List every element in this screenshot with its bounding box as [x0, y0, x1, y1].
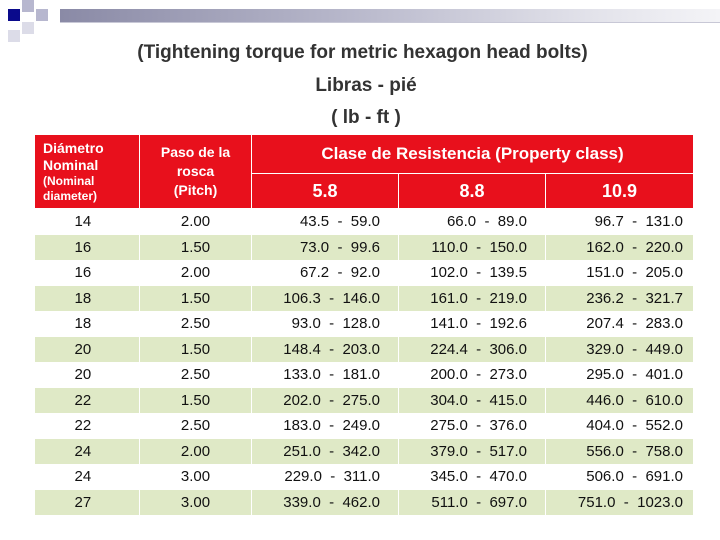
- header-pitch: [140, 135, 252, 209]
- table-row: [35, 490, 694, 516]
- cell-diameter: 22: [35, 388, 140, 414]
- cell-torque-8-8: 304.0 - 415.0: [399, 388, 546, 414]
- cell-torque-5-8: 229.0 - 311.0: [252, 464, 399, 490]
- cell-diameter: 22: [35, 413, 140, 439]
- table-row: [35, 286, 694, 312]
- cell-pitch: 2.50: [140, 311, 252, 337]
- cell-torque-5-8: 93.0 - 128.0: [252, 311, 399, 337]
- cell-pitch: 2.00: [140, 439, 252, 465]
- cell-torque-5-8: 133.0 - 181.0: [252, 362, 399, 388]
- square-decoration: [8, 30, 20, 42]
- header-nominal-label: Diámetro Nominal: [43, 139, 104, 173]
- cell-torque-8-8: 66.0 - 89.0: [399, 209, 546, 235]
- title-line-units-spanish: Libras - pié: [315, 75, 417, 96]
- cell-pitch: 2.50: [140, 413, 252, 439]
- divider: [60, 22, 720, 23]
- header-pitch-english: (Pitch): [173, 182, 218, 198]
- table-row: [35, 209, 694, 235]
- cell-diameter: 20: [35, 337, 140, 363]
- table-row: [35, 260, 694, 286]
- table-row: [35, 413, 694, 439]
- cell-torque-10-9: 506.0 - 691.0: [546, 464, 694, 490]
- torque-table: [34, 134, 694, 515]
- cell-pitch: 1.50: [140, 235, 252, 261]
- cell-torque-5-8: 43.5 - 59.0: [252, 209, 399, 235]
- cell-pitch: 2.00: [140, 209, 252, 235]
- cell-pitch: 3.00: [140, 464, 252, 490]
- cell-torque-5-8: 67.2 - 92.0: [252, 260, 399, 286]
- cell-torque-8-8: 141.0 - 192.6: [399, 311, 546, 337]
- cell-torque-8-8: 379.0 - 517.0: [399, 439, 546, 465]
- cell-torque-8-8: 345.0 - 470.0: [399, 464, 546, 490]
- title-line-english: (Tightening torque for metric hexagon head bolts): [137, 42, 588, 63]
- cell-torque-10-9: 207.4 - 283.0: [546, 311, 694, 337]
- cell-torque-10-9: 295.0 - 401.0: [546, 362, 694, 388]
- square-decoration: [36, 9, 48, 21]
- cell-torque-5-8: 73.0 - 99.6: [252, 235, 399, 261]
- gradient-band-decoration: [60, 9, 720, 22]
- header-grade-10-9: 10.9: [546, 174, 694, 209]
- cell-torque-10-9: 236.2 - 321.7: [546, 286, 694, 312]
- cell-torque-10-9: 446.0 - 610.0: [546, 388, 694, 414]
- header-pitch-label: Paso de la rosca: [160, 144, 231, 179]
- header-grade-5-8: 5.8: [252, 174, 399, 209]
- cell-torque-10-9: 96.7 - 131.0: [546, 209, 694, 235]
- cell-diameter: 16: [35, 260, 140, 286]
- cell-diameter: 27: [35, 490, 140, 516]
- cell-pitch: 1.50: [140, 286, 252, 312]
- cell-diameter: 18: [35, 311, 140, 337]
- square-decoration: [8, 9, 20, 21]
- cell-torque-10-9: 404.0 - 552.0: [546, 413, 694, 439]
- cell-torque-8-8: 224.4 - 306.0: [399, 337, 546, 363]
- cell-torque-5-8: 106.3 - 146.0: [252, 286, 399, 312]
- table-row: [35, 388, 694, 414]
- cell-diameter: 24: [35, 439, 140, 465]
- torque-table-body: [35, 209, 694, 516]
- cell-torque-8-8: 200.0 - 273.0: [399, 362, 546, 388]
- cell-diameter: 14: [35, 209, 140, 235]
- header-grade-8-8: 8.8: [399, 174, 546, 209]
- cell-pitch: 3.00: [140, 490, 252, 516]
- cell-torque-10-9: 329.0 - 449.0: [546, 337, 694, 363]
- table-row: [35, 464, 694, 490]
- cell-torque-10-9: 151.0 - 205.0: [546, 260, 694, 286]
- square-decoration: [22, 22, 34, 34]
- cell-diameter: 18: [35, 286, 140, 312]
- cell-diameter: 24: [35, 464, 140, 490]
- cell-torque-8-8: 161.0 - 219.0: [399, 286, 546, 312]
- cell-torque-8-8: 102.0 - 139.5: [399, 260, 546, 286]
- cell-pitch: 2.50: [140, 362, 252, 388]
- cell-torque-5-8: 202.0 - 275.0: [252, 388, 399, 414]
- cell-diameter: 16: [35, 235, 140, 261]
- table-row: [35, 439, 694, 465]
- cell-torque-5-8: 251.0 - 342.0: [252, 439, 399, 465]
- cell-diameter: 20: [35, 362, 140, 388]
- header-nominal-english: (Nominal diameter): [43, 173, 98, 203]
- title-line-units: ( lb - ft ): [331, 107, 401, 128]
- table-row: [35, 362, 694, 388]
- table-row: [35, 235, 694, 261]
- cell-torque-8-8: 511.0 - 697.0: [399, 490, 546, 516]
- square-decoration: [22, 0, 34, 12]
- table-row: [35, 337, 694, 363]
- cell-torque-8-8: 110.0 - 150.0: [399, 235, 546, 261]
- cell-torque-5-8: 183.0 - 249.0: [252, 413, 399, 439]
- header-property-class: Clase de Resistencia (Property class): [252, 135, 694, 174]
- cell-torque-5-8: 148.4 - 203.0: [252, 337, 399, 363]
- header-nominal-diameter: [35, 135, 140, 209]
- cell-torque-8-8: 275.0 - 376.0: [399, 413, 546, 439]
- cell-torque-5-8: 339.0 - 462.0: [252, 490, 399, 516]
- cell-torque-10-9: 162.0 - 220.0: [546, 235, 694, 261]
- cell-torque-10-9: 751.0 - 1023.0: [546, 490, 694, 516]
- cell-pitch: 1.50: [140, 388, 252, 414]
- table-row: [35, 311, 694, 337]
- cell-pitch: 2.00: [140, 260, 252, 286]
- cell-pitch: 1.50: [140, 337, 252, 363]
- cell-torque-10-9: 556.0 - 758.0: [546, 439, 694, 465]
